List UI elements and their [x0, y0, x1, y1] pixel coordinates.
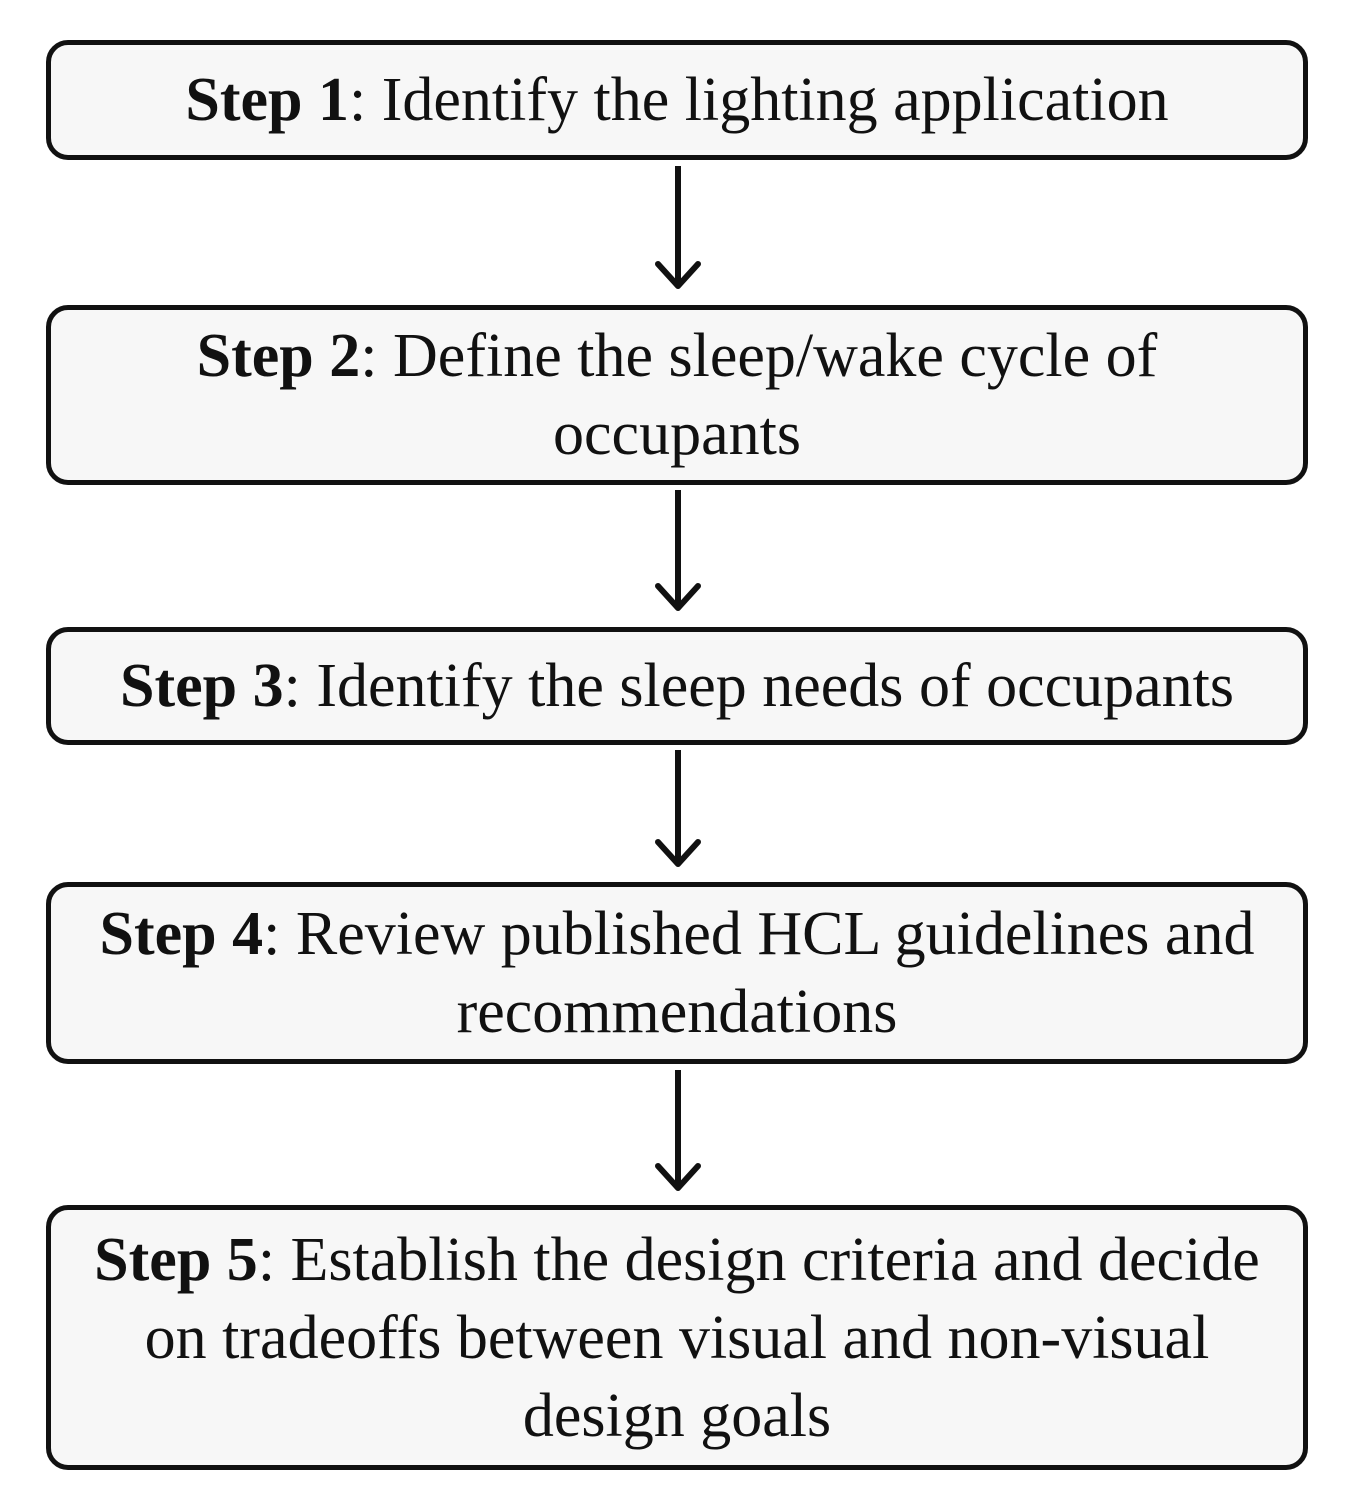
- step-3-description: Identify the sleep needs of occupants: [316, 652, 1234, 720]
- step-1-box: [46, 40, 1308, 160]
- step-4-separator: :: [263, 900, 296, 968]
- step-4-box: [46, 882, 1308, 1064]
- step-3-box: [46, 627, 1308, 745]
- step-2-separator: :: [360, 322, 394, 390]
- arrow-down-icon: [648, 490, 708, 616]
- step-5-label: Step 5: [94, 1225, 258, 1294]
- step-4-text: [87, 895, 1267, 1051]
- step-1-text: [185, 61, 1168, 139]
- step-5-box: [46, 1205, 1308, 1470]
- step-2-box: [46, 305, 1308, 485]
- step-4-label: Step 4: [99, 900, 264, 968]
- arrow-down-icon: [648, 166, 708, 294]
- step-3-text: [120, 647, 1234, 725]
- step-2-description: Define the sleep/wake cycle of occupants: [393, 322, 1158, 468]
- step-2-text: [87, 317, 1267, 473]
- step-5-description: Establish the design criteria and decide on tradeoffs between visual and non-visual design goals: [144, 1225, 1260, 1450]
- step-5-text: [87, 1221, 1267, 1455]
- step-1-separator: :: [349, 66, 382, 134]
- step-3-separator: :: [283, 652, 317, 720]
- step-5-separator: :: [257, 1225, 291, 1294]
- step-3-label: Step 3: [120, 652, 284, 720]
- step-1-label: Step 1: [185, 66, 350, 134]
- step-4-description: Review published HCL guidelines and recommendations: [295, 900, 1255, 1046]
- arrow-down-icon: [648, 1070, 708, 1196]
- step-2-label: Step 2: [196, 322, 361, 390]
- step-1-description: Identify the lighting application: [381, 66, 1169, 134]
- arrow-down-icon: [648, 750, 708, 872]
